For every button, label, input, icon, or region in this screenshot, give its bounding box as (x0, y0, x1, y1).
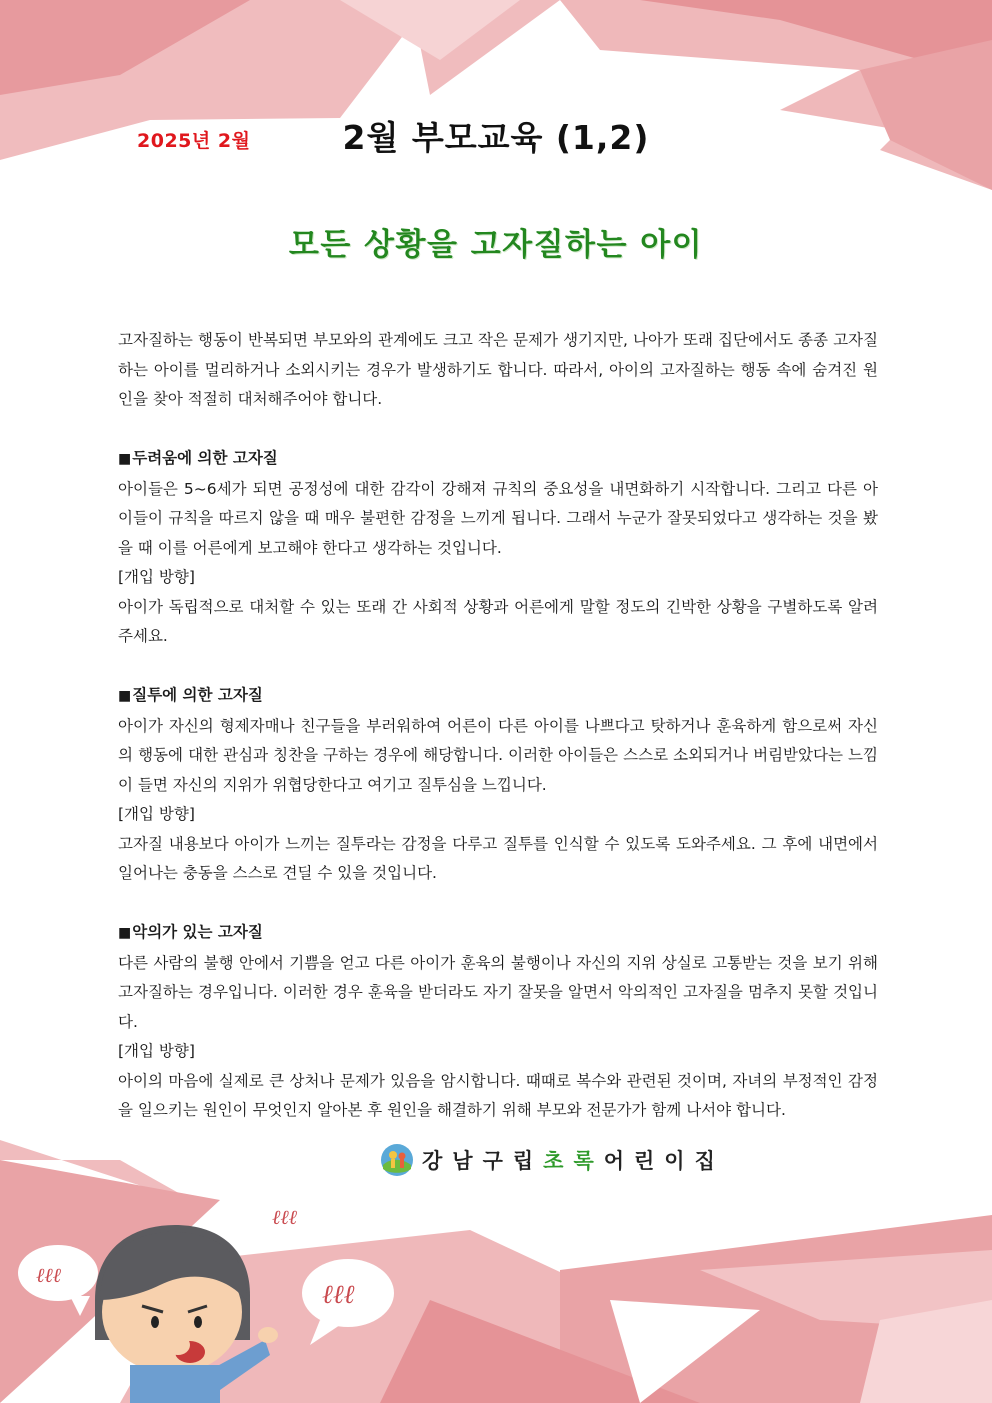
daycare-name-part: 강남구립 (422, 1149, 544, 1173)
article-body (118, 326, 878, 1126)
intro-paragraph: 고자질하는 행동이 반복되면 부모와의 관계에도 크고 작은 문제가 생기지만, 나아가 또래 집단에서도 종종 고자질하는 아이를 멀리하거나 소외시키는 경우가 발생하기도 합니다. 따라서, 아이의 고자질하는 행동 속에 숨겨진 원인을 찾아 적절히 대처해주어야 합니다. (118, 331, 878, 408)
daycare-name-part: 어린이집 (603, 1149, 725, 1173)
subtitle: 모든 상황을 고자질하는 아이 (288, 227, 704, 263)
intervention-text-jealousy: 고자질 내용보다 아이가 느끼는 질투라는 감정을 다루고 질투를 인식할 수 있도록 도와주세요. 그 후에 내면에서 일어나는 충동을 스스로 견딜 수 있을 것입니다. (118, 834, 878, 882)
intervention-label: [개입 방향] (118, 568, 195, 586)
section-body-fear: 아이들은 5~6세가 되면 공정성에 대한 감각이 강해져 규칙의 중요성을 내면화하기 시작합니다. 그리고 다른 아이들이 규칙을 따르지 않을 때 매우 불편한 감정을 느끼게 됩니다. 그래서 누군가 잘못되었다고 생각하는 것을 봤을 때 이를 어른에게 보고해야 한다고 생각하는 것입니다. (118, 479, 878, 557)
svg-text:ℓℓℓ: ℓℓℓ (36, 1263, 61, 1287)
daycare-name-highlight: 초록 (543, 1149, 604, 1173)
intervention-label: [개입 방향] (118, 1042, 195, 1060)
daycare-name (422, 1145, 725, 1175)
svg-text:ℓℓℓ: ℓℓℓ (272, 1205, 297, 1229)
page-title: 2월 부모교육 (1,2) (342, 118, 650, 157)
section-heading-fear (118, 444, 878, 475)
square-bullet-icon: ■ (118, 925, 132, 941)
section-body-malice: 다른 사람의 불행 안에서 기쁨을 얻고 다른 아이가 훈육의 불행이나 자신의 지위 상실로 고통받는 것을 보기 위해 고자질하는 경우입니다. 이러한 경우 훈육을 받더라도 자기 잘못을 알면서 악의적인 고자질을 멈추지 못할 것입니다. (118, 953, 878, 1031)
section-heading-jealousy (118, 681, 878, 712)
intervention-text-malice: 아이의 마음에 실제로 큰 상처나 문제가 있음을 암시합니다. 때때로 복수와 관련된 것이며, 자녀의 부정적인 감정을 일으키는 원인이 무엇인지 알아본 후 원인을 해결하기 위해 부모와 전문가가 함께 나서야 합니다. (118, 1071, 878, 1119)
section-heading-text: 악의가 있는 고자질 (132, 923, 263, 941)
svg-text:ℓℓℓ: ℓℓℓ (322, 1280, 355, 1310)
intervention-label: [개입 방향] (118, 805, 195, 823)
section-heading-malice (118, 918, 878, 949)
footer-branding (380, 1143, 725, 1177)
date-label: 2025년 2월 (137, 130, 251, 152)
intervention-text-fear: 아이가 독립적으로 대처할 수 있는 또래 간 사회적 상황과 어른에게 말할 정도의 긴박한 상황을 구별하도록 알려주세요. (118, 597, 878, 645)
square-bullet-icon: ■ (118, 451, 132, 467)
section-heading-text: 질투에 의한 고자질 (132, 686, 263, 704)
daycare-logo-icon (380, 1143, 414, 1177)
section-heading-text: 두려움에 의한 고자질 (132, 449, 278, 467)
square-bullet-icon: ■ (118, 688, 132, 704)
section-body-jealousy: 아이가 자신의 형제자매나 친구들을 부러워하여 어른이 다른 아이를 나쁘다고 탓하거나 훈육하게 함으로써 자신의 행동에 대한 관심과 칭찬을 구하는 경우에 해당합니다. 이러한 아이들은 스스로 소외되거나 버림받았다는 느낌이 들면 자신의 지위가 위협당한다고 여기고 질투심을 느낍니다. (118, 716, 878, 794)
